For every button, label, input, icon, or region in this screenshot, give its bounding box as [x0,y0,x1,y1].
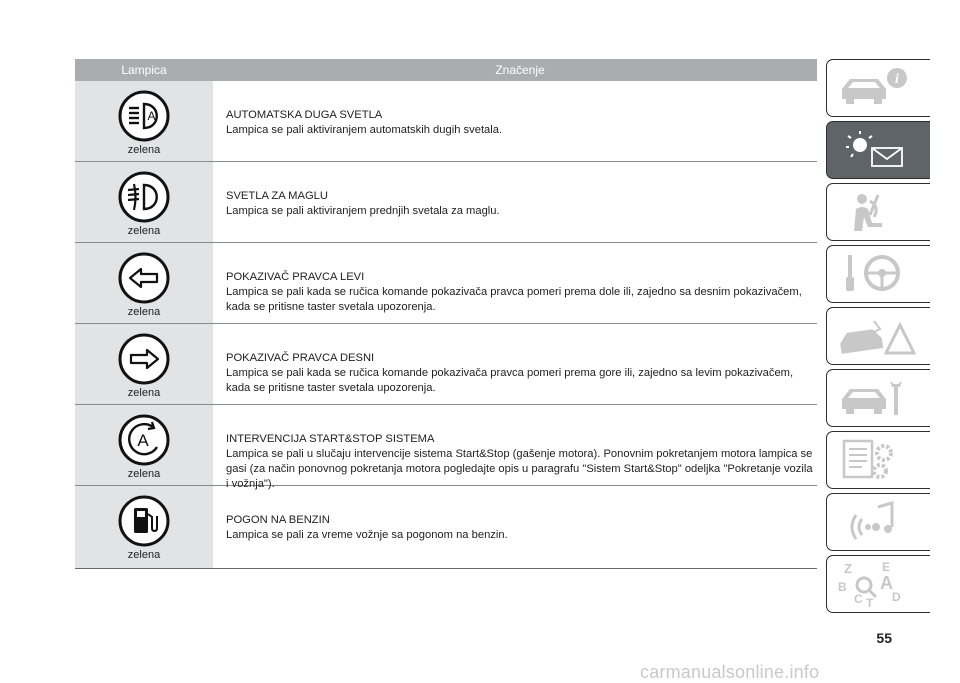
color-label: zelena [127,387,161,399]
index-letter: D [891,590,901,604]
icon-cell [75,324,213,404]
light-title: POKAZIVAČ PRAVCA LEVI [226,271,365,283]
sidebar-tab-car-info[interactable] [826,59,930,117]
multimedia-icon [834,497,924,547]
index-letter: Z [843,561,852,576]
icon-cell [75,405,213,485]
maintenance-icon [834,373,924,423]
icon-cell [75,162,213,242]
turn-right-arrow-icon [117,332,171,386]
svg-text:A: A [147,109,156,123]
color-label: zelena [127,468,161,480]
index-letter: E [881,560,890,574]
technical-data-icon [834,435,924,485]
meaning-cell [213,486,817,568]
meaning-cell [213,243,817,323]
table-row [75,405,817,490]
light-title: POKAZIVAČ PRAVCA DESNI [226,352,375,364]
color-label: zelena [127,225,161,237]
icon-cell [75,486,213,568]
page-number: 55 [876,630,892,646]
svg-text:A: A [137,431,149,450]
light-description: Lampica se pali aktiviranjem automatskih dugih svetala. [226,124,503,136]
meaning-cell [213,324,817,404]
table-row [75,81,817,162]
fuel-pump-icon [117,494,171,548]
warning-light-message-icon [834,125,924,175]
warning-lights-table [75,59,817,569]
light-description: Lampica se pali kada se ručica komande pokazivača pravca pomeri prema dole ili, zajedno sa desnim pokazivačem, kada se pritisne taster svetala upozorenja. [226,286,802,313]
index-icon [834,559,924,609]
meaning-cell [213,81,817,161]
sidebar-tab-index[interactable] [826,555,930,613]
header-znacenje: Značenje [495,63,545,77]
sidebar-tab-emergency[interactable] [826,307,930,365]
light-title: AUTOMATSKA DUGA SVETLA [226,109,383,121]
watermark: carmanualsonline.info [640,662,820,682]
meaning-cell [213,162,817,242]
light-title: SVETLA ZA MAGLU [226,190,328,202]
sidebar-tab-warning-lights[interactable] [826,121,930,179]
light-description: Lampica se pali aktiviranjem prednjih svetala za maglu. [226,205,500,217]
car-info-icon [834,63,924,113]
start-stop-icon [117,413,171,467]
light-title: INTERVENCIJA START&STOP SISTEMA [226,433,435,445]
light-description: Lampica se pali kada se ručica komande pokazivača pravca pomeri prema gore ili, zajedno sa levim pokazivačem, kada se pritisne taster svetala upozorenja. [226,367,794,394]
index-letter: B [837,580,847,594]
sidebar-tab-maintenance[interactable] [826,369,930,427]
svg-text:i: i [894,72,899,87]
sidebar-tab-multimedia[interactable] [826,493,930,551]
sidebar-tab-safety[interactable] [826,183,930,241]
auto-high-beam-icon [117,89,171,143]
table-row [75,324,817,405]
icon-cell [75,81,213,161]
sidebar-tab-technical-data[interactable] [826,431,930,489]
turn-left-arrow-icon [117,251,171,305]
meaning-cell [213,405,817,490]
table-header [75,59,817,81]
table-row [75,162,817,243]
light-description: Lampica se pali u slučaju intervencije sistema Start&Stop (gašenje motora). Ponovnim pokretanjem motora lampica se gasi (za način ponovnog pokretanja motora pogledajte opis u paragrafu "Sistem Start&Stop" odeljka "Pokretanje vozila i vožnja"). [226,448,813,490]
icon-cell [75,243,213,323]
front-fog-light-icon [117,170,171,224]
starting-driving-icon [834,249,924,299]
index-letter: C [853,592,863,606]
light-title: POGON NA BENZIN [226,514,330,526]
index-letter: T [865,596,873,609]
index-letter: A [879,573,893,593]
light-description: Lampica se pali za vreme vožnje sa pogonom na benzin. [226,529,508,541]
safety-airbag-icon [834,187,924,237]
table-row [75,243,817,324]
emergency-icon [834,311,924,361]
color-label: zelena [127,144,161,156]
color-label: zelena [127,549,161,561]
sidebar-tab-starting-driving[interactable] [826,245,930,303]
color-label: zelena [127,306,161,318]
header-lampica: Lampica [121,63,167,77]
table-row [75,486,817,569]
